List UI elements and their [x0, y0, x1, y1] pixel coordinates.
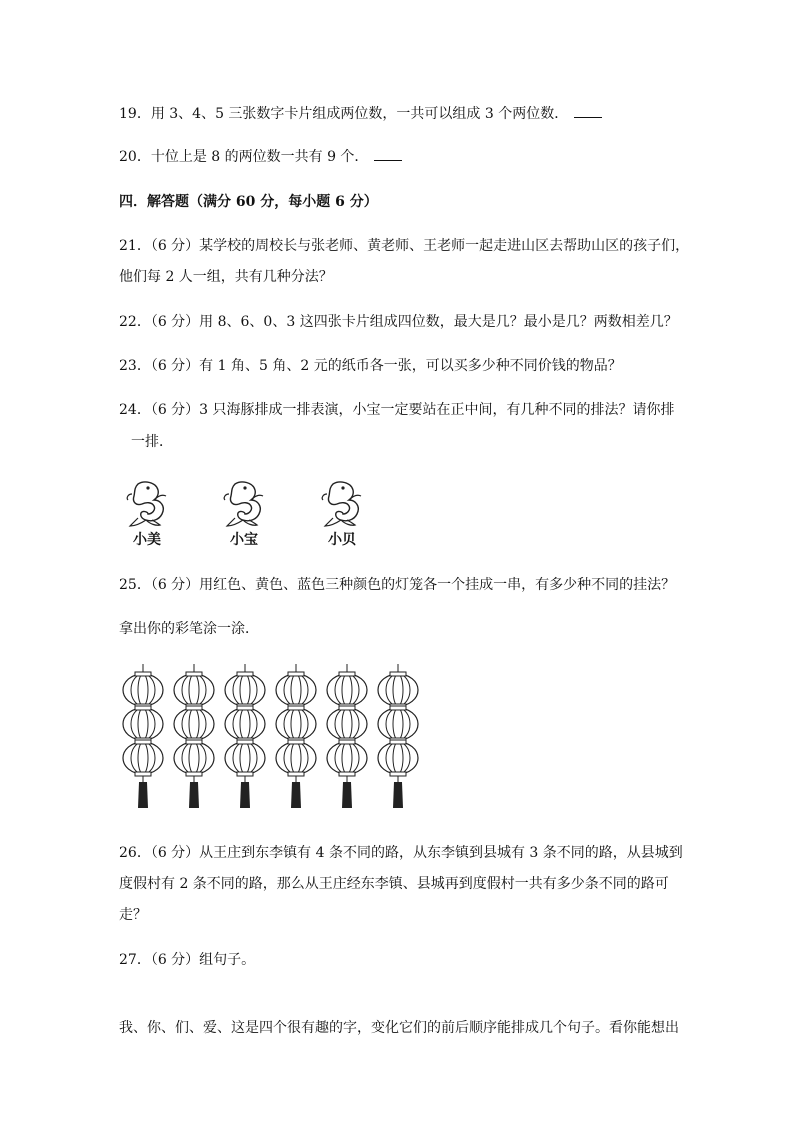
question-26-line-3: 走？: [119, 907, 147, 923]
question-26-line-1: 26．（6 分）从王庄到东李镇有 4 条不同的路，从东李镇到县城有 3 条不同的路，从县城到: [119, 845, 683, 861]
question-20: [119, 146, 402, 167]
dolphin-label-xiaobao: 小宝: [230, 532, 258, 548]
lantern-icon[interactable]: [121, 664, 165, 810]
answer-blank-19[interactable]: [574, 103, 602, 118]
dolphin-label-xiaomei: 小美: [133, 532, 161, 548]
question-25-line-2: 拿出你的彩笔涂一涂．: [119, 621, 259, 637]
question-22: 22．（6 分）用 8、6、0、3 这四张卡片组成四位数，最大是几？最小是几？两数相差几？: [119, 314, 678, 330]
question-19: [119, 103, 602, 124]
lantern-icon[interactable]: [325, 664, 369, 810]
question-23: 23．（6 分）有 1 角、5 角、2 元的纸币各一张，可以买多少种不同价钱的物品？: [119, 358, 622, 374]
question-27-line-1: 27．（6 分）组句子。: [119, 952, 256, 968]
lantern-icon[interactable]: [223, 664, 267, 810]
question-24-line-2: 一排．: [131, 434, 173, 450]
question-21-line-1: 21．（6 分）某学校的周校长与张老师、黄老师、王老师一起走进山区去帮助山区的孩子们，: [119, 238, 690, 254]
section-heading-4: 四．解答题（满分 60 分，每小题 6 分）: [119, 194, 378, 210]
lantern-icon[interactable]: [172, 664, 216, 810]
question-21-line-2: 他们每 2 人一组，共有几种分法？: [119, 269, 333, 285]
question-19-text: 19．用 3、4、5 三张数字卡片组成两位数，一共可以组成 3 个两位数．: [119, 106, 569, 122]
question-25-line-1: 25．（6 分）用红色、黄色、蓝色三种颜色的灯笼各一个挂成一串，有多少种不同的挂法？: [119, 577, 676, 593]
dolphin-icon: [221, 480, 267, 530]
question-24-line-1: 24．（6 分）3 只海豚排成一排表演，小宝一定要站在正中间，有几种不同的排法？请你排: [119, 402, 675, 418]
question-26-line-2: 度假村有 2 条不同的路，那么从王庄经东李镇、县城再到度假村一共有多少条不同的路可: [119, 876, 669, 892]
dolphin-icon: [319, 480, 365, 530]
answer-blank-20[interactable]: [374, 146, 402, 161]
dolphin-icon: [124, 480, 170, 530]
question-20-text: 20．十位上是 8 的两位数一共有 9 个．: [119, 149, 369, 165]
lantern-icon[interactable]: [274, 664, 318, 810]
question-27-line-2: 我、你、们、爱、这是四个很有趣的字，变化它们的前后顺序能排成几个句子。看你能想出: [119, 1020, 679, 1036]
lantern-icon[interactable]: [376, 664, 420, 810]
dolphin-label-xiaobei: 小贝: [328, 532, 356, 548]
